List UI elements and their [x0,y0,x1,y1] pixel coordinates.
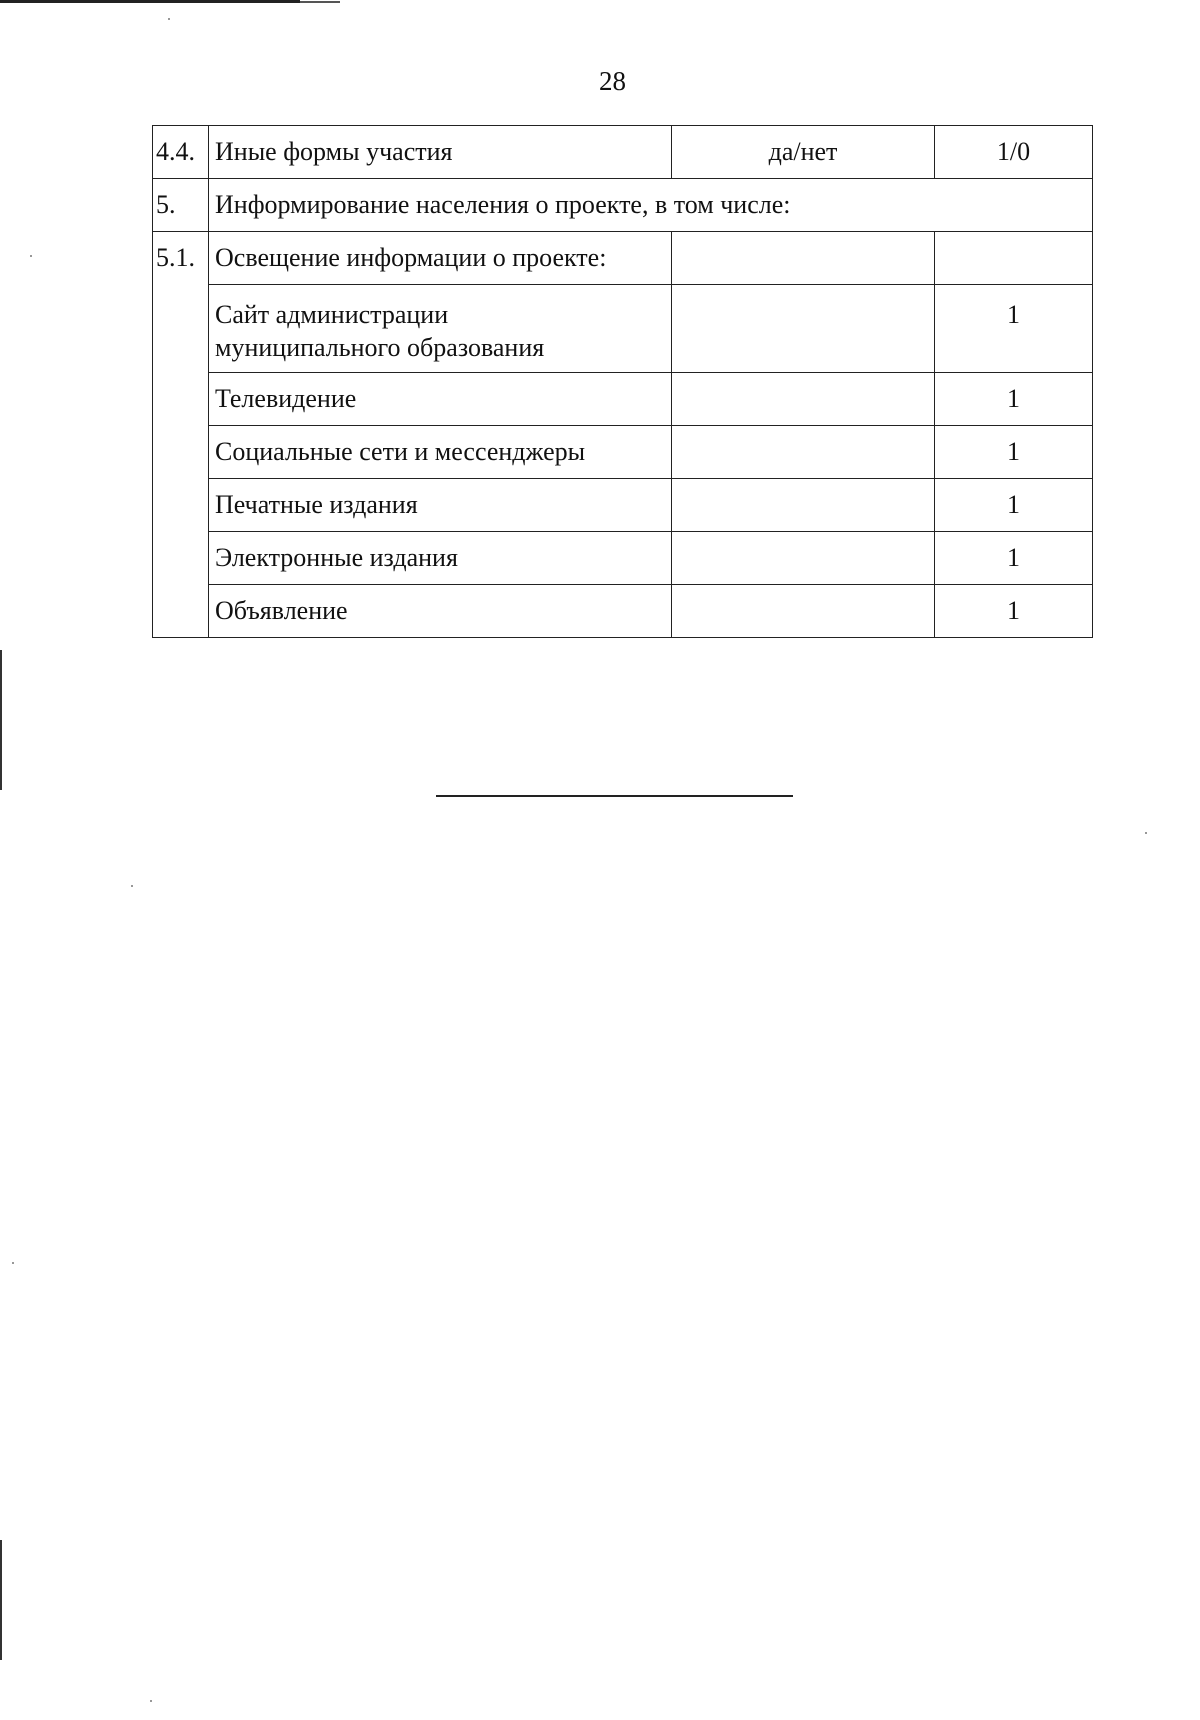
criteria-table [152,125,1093,638]
row-score: 1/0 [935,126,1093,179]
page-number: 28 [599,66,626,96]
scan-speck [30,255,32,257]
row-number [153,426,209,479]
row-unit [672,373,935,426]
row-number [153,532,209,585]
table-row [153,285,1093,373]
row-score: 1 [935,479,1093,532]
row-score: 1 [935,585,1093,638]
row-number [153,373,209,426]
row-number: 4.4. [153,126,209,179]
scan-edge-mark [300,1,340,3]
row-score: 1 [935,373,1093,426]
row-unit [672,479,935,532]
table-row [153,426,1093,479]
row-score: 1 [935,285,1093,373]
scan-speck [131,885,133,887]
table-row [153,373,1093,426]
table-row [153,126,1093,179]
row-score [935,232,1093,285]
scan-edge-mark [0,650,2,790]
scan-speck [12,1262,14,1264]
row-name: Телевидение [209,373,672,426]
row-name: Освещение информации о проекте: [209,232,672,285]
row-number [153,285,209,373]
row-score: 1 [935,532,1093,585]
row-name-line: муниципального образования [215,332,545,362]
row-unit [672,532,935,585]
row-score: 1 [935,426,1093,479]
row-unit [672,426,935,479]
row-name-line: Сайт администрации [215,300,449,329]
row-name: Объявление [209,585,672,638]
table-row [153,585,1093,638]
table-row [153,232,1093,285]
scan-speck [168,18,170,20]
row-number [153,585,209,638]
scan-speck [150,1700,152,1702]
row-number: 5. [153,179,209,232]
row-name: Социальные сети и мессенджеры [209,426,672,479]
row-name: Иные формы участия [209,126,672,179]
row-name: Электронные издания [209,532,672,585]
row-number [153,479,209,532]
row-name: Информирование населения о проекте, в том числе: [209,179,1093,232]
scan-edge-mark [0,1540,2,1660]
row-name [209,285,672,373]
row-number: 5.1. [153,232,209,285]
scan-edge-mark [0,0,300,3]
row-name: Печатные издания [209,479,672,532]
end-of-document-rule [436,795,793,797]
table-row [153,532,1093,585]
row-unit [672,585,935,638]
row-unit [672,285,935,373]
row-unit [672,232,935,285]
table-row [153,479,1093,532]
table-row [153,179,1093,232]
scan-speck [1145,832,1147,834]
row-unit: да/нет [672,126,935,179]
